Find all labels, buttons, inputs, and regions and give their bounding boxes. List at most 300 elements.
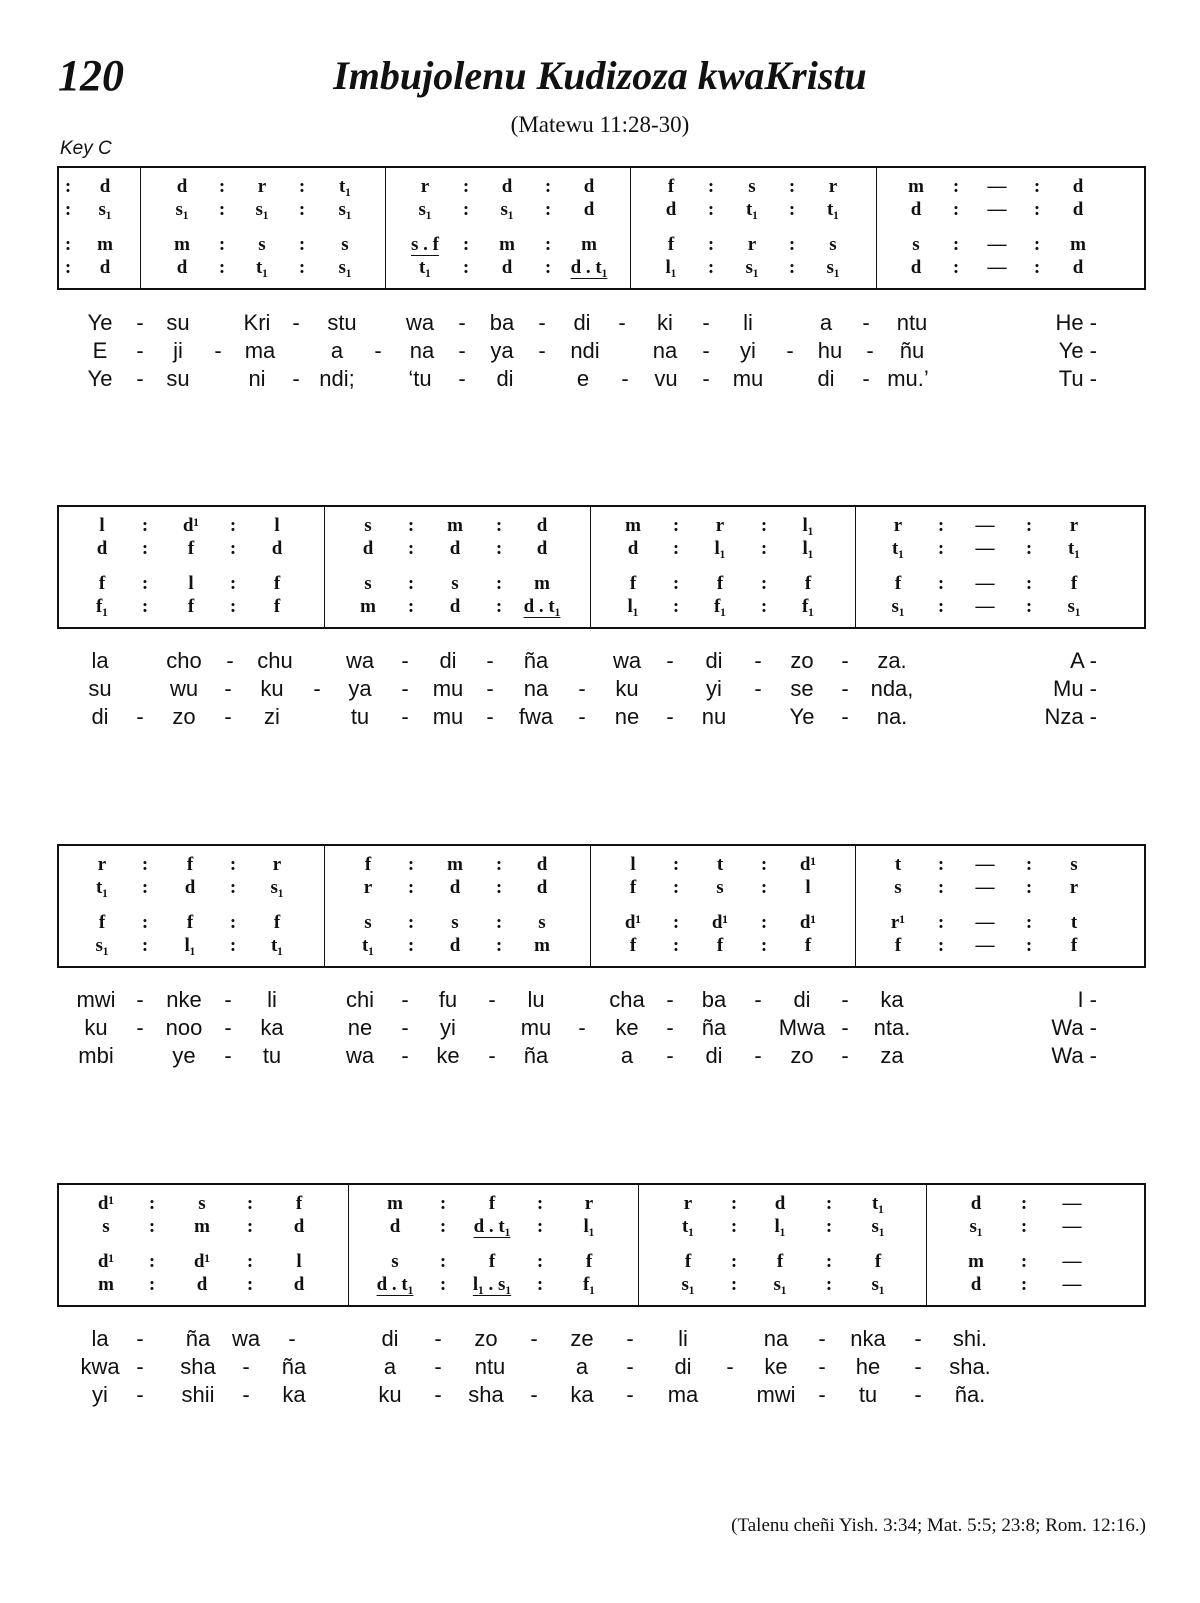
beat-separator: : [788,234,796,255]
solfa-note: f [1070,573,1078,594]
lyric-syllable: he [855,1354,881,1379]
beat-separator: : [1025,935,1033,956]
beat-separator: : [544,176,552,197]
solfa-note: s [451,912,459,933]
bar-line [324,846,325,966]
beat-separator: : [1033,176,1041,197]
scripture-reference: (Matewu 11:28-30) [510,112,690,137]
solfa-note: s [912,234,920,255]
lyric-syllable: ke [436,1043,460,1068]
beat-separator: : [229,515,237,536]
lyric-hyphen: - [666,1015,674,1040]
lyric-syllable: na [409,338,435,363]
beat-separator: : [672,538,680,559]
bar-line [638,1185,639,1305]
solfa-note: d . t₁ [473,1216,511,1237]
solfa-note: r [97,854,107,875]
lyric-hyphen: - [666,648,674,673]
beat-separator: : [148,1193,156,1214]
solfa-note: s₁ [871,1216,885,1237]
lyric-syllable: li [267,987,277,1012]
solfa-note: s [748,176,756,197]
lyric-syllable: ku [84,1015,108,1040]
lyric-hyphen: - [578,1015,586,1040]
lyric-syllable: shi. [952,1326,988,1351]
lyric-syllable: se [790,676,814,701]
music-system [57,166,1146,290]
bar-line [324,507,325,627]
beat-separator: : [298,199,306,220]
solfa-note: d [583,176,595,197]
lyric-syllable: su [166,310,190,335]
solfa-note: m [1070,234,1086,255]
solfa-note: s [894,877,902,898]
beat-separator: : [229,538,237,559]
beat-separator: : [825,1193,833,1214]
lyric-syllable: nka [850,1326,886,1351]
lyric-syllable: He - [1055,310,1097,335]
lyric-hyphen: - [841,987,849,1012]
lyric-hyphen: - [224,1015,232,1040]
solfa-note: d [293,1216,305,1237]
solfa-note: f [716,935,724,956]
lyric-hyphen: - [226,648,234,673]
lyric-syllable: nta. [873,1015,911,1040]
solfa-note: s₁ [98,199,112,220]
beat-separator: : [544,257,552,278]
beat-separator: : [141,854,149,875]
lyric-hyphen: - [242,1382,250,1407]
lyric-syllable: di [91,704,109,729]
solfa-note: d [196,1274,208,1295]
lyric-syllable: su [166,366,190,391]
solfa-note: s₁ [1067,596,1081,617]
lyric-syllable: na [652,338,678,363]
solfa-note: d [449,935,461,956]
beat-separator: : [439,1216,447,1237]
beat-separator: : [825,1251,833,1272]
beat-separator: : [1025,596,1033,617]
solfa-note: r [715,515,725,536]
lyric-syllable: zo [790,1043,814,1068]
lyric-hyphen: - [401,676,409,701]
lyric-syllable: mu [520,1015,552,1040]
beat-separator: : [707,199,715,220]
lyric-hyphen: - [578,676,586,701]
solfa-note: d¹ [799,912,817,933]
lyric-syllable: Tu - [1058,366,1097,391]
lyric-syllable: E [92,338,108,363]
beat-separator: : [672,573,680,594]
beat-separator: : [141,912,149,933]
solfa-note: d [665,199,677,220]
beat-separator: : [937,573,945,594]
beat-separator: : [1020,1216,1028,1237]
solfa-note: f [585,1251,593,1272]
lyric-hyphen: - [621,366,629,391]
solfa-note: l₁ [665,257,677,278]
lyric-hyphen: - [914,1326,922,1351]
beat-separator: : [439,1251,447,1272]
solfa-note: f [187,538,195,559]
lyric-syllable: di [705,648,723,673]
beat-separator: : [937,935,945,956]
solfa-note: — [975,854,995,875]
lyric-syllable: ke [615,1015,639,1040]
beat-separator: : [937,912,945,933]
solfa-note: l [296,1251,302,1272]
solfa-note: f [488,1251,496,1272]
footer-references: (Talenu cheñi Yish. 3:34; Mat. 5:5; 23:8; Rom. 12:16.) [731,1515,1146,1536]
lyric-hyphen: - [401,704,409,729]
lyric-syllable: ka [282,1382,306,1407]
solfa-note: s₁ [175,199,189,220]
solfa-note: l₁ [714,538,726,559]
solfa-note: s₁ [255,199,269,220]
solfa-note: — [975,538,995,559]
solfa-note: f [186,854,194,875]
beat-separator: : [707,257,715,278]
solfa-note: s₁ [891,596,905,617]
beat-separator: : [298,257,306,278]
beat-separator: : [937,538,945,559]
beat-separator: : [407,538,415,559]
lyric-syllable: ze [570,1326,594,1351]
beat-separator: : [495,935,503,956]
solfa-note: d¹ [711,912,729,933]
solfa-note: — [975,912,995,933]
lyric-syllable: a [383,1354,397,1379]
lyric-syllable: ñu [899,338,925,363]
lyric-syllable: cho [166,648,202,673]
lyric-syllable: ne [347,1015,373,1040]
lyric-syllable: di [381,1326,399,1351]
beat-separator: : [462,176,470,197]
solfa-note: s₁ [969,1216,983,1237]
key-signature: Key C [60,138,112,159]
solfa-note: t [716,854,724,875]
lyric-syllable: mwi [76,987,116,1012]
lyric-syllable: za. [877,648,907,673]
beat-separator: : [218,176,226,197]
lyric-syllable: di [793,987,811,1012]
beat-separator: : [1020,1274,1028,1295]
beat-separator: : [1025,854,1033,875]
solfa-note: — [987,199,1007,220]
solfa-note: m [908,176,924,197]
lyric-syllable: na. [876,704,908,729]
lyric-hyphen: - [626,1354,634,1379]
lyric-hyphen: - [136,987,144,1012]
beat-separator: : [952,176,960,197]
solfa-note: — [975,596,995,617]
lyric-syllable: yi [740,338,756,363]
solfa-note: s [341,234,349,255]
beat-separator: : [760,912,768,933]
beat-separator: : [760,854,768,875]
solfa-note: r [363,877,373,898]
beat-separator: : [536,1216,544,1237]
lyric-hyphen: - [214,338,222,363]
lyric-syllable: su [88,676,112,701]
lyric-hyphen: - [434,1382,442,1407]
lyric-hyphen: - [401,1015,409,1040]
lyric-syllable: shii [181,1382,215,1407]
solfa-note: d [501,176,513,197]
solfa-note: f [186,912,194,933]
solfa-note: s₁ [871,1274,885,1295]
beat-separator: : [760,515,768,536]
solfa-note: m [534,573,550,594]
lyric-hyphen: - [136,310,144,335]
lyric-hyphen: - [136,366,144,391]
solfa-note: m [360,596,376,617]
lyric-syllable: ña [523,1043,549,1068]
lyric-hyphen: - [224,1043,232,1068]
lyric-hyphen: - [136,1015,144,1040]
solfa-note: s . f [411,234,439,255]
lyric-syllable: wa [231,1326,261,1351]
beat-separator: : [218,234,226,255]
lyric-syllable: Wa - [1051,1015,1097,1040]
solfa-note: d [176,257,188,278]
beat-separator: : [730,1274,738,1295]
solfa-note: f₁ [801,596,815,617]
lyric-syllable: yi [440,1015,456,1040]
lyric-hyphen: - [538,338,546,363]
beat-separator: : [1033,199,1041,220]
solfa-note: t₁ [418,257,432,278]
lyric-hyphen: - [488,987,496,1012]
lyric-syllable: Ye [87,310,113,335]
solfa-note: d [1072,257,1084,278]
solfa-note: f [894,573,902,594]
solfa-note: m [387,1193,403,1214]
beat-separator: : [462,257,470,278]
beat-separator: : [952,199,960,220]
solfa-note: d [910,257,922,278]
beat-separator: : [672,912,680,933]
solfa-note: l [274,515,280,536]
lyric-syllable: li [678,1326,688,1351]
lyric-hyphen: - [136,704,144,729]
beat-separator: : [1025,573,1033,594]
lyric-syllable: fu [438,987,458,1012]
lyric-syllable: Mwa [778,1015,826,1040]
lyric-hyphen: - [841,704,849,729]
beat-separator: : [788,199,796,220]
lyric-syllable: ku [615,676,639,701]
solfa-note: f [776,1251,784,1272]
solfa-note: m [581,234,597,255]
solfa-note: — [975,515,995,536]
solfa-note: d [96,538,108,559]
lyric-hyphen: - [726,1354,734,1379]
beat-separator: : [1033,257,1041,278]
solfa-note: s [102,1216,110,1237]
solfa-note: d [271,538,283,559]
solfa-note: f₁ [713,596,727,617]
lyric-syllable: wu [169,676,199,701]
solfa-note: f [667,234,675,255]
hymn-number: 120 [58,51,124,100]
solfa-note: d [1072,176,1084,197]
solfa-note: l [805,877,811,898]
lyric-syllable: za [880,1043,904,1068]
lyric-hyphen: - [530,1382,538,1407]
solfa-note: s [364,912,372,933]
lyric-hyphen: - [866,338,874,363]
lyric-hyphen: - [626,1326,634,1351]
beat-separator: : [937,596,945,617]
beat-separator: : [544,234,552,255]
solfa-note: s [364,573,372,594]
solfa-note: d . t₁ [570,257,608,278]
solfa-note: s [258,234,266,255]
lyric-hyphen: - [818,1382,826,1407]
beat-separator: : [730,1251,738,1272]
lyric-syllable: zo [790,648,814,673]
lyric-syllable: nda, [870,676,914,701]
beat-separator: : [141,877,149,898]
lyric-syllable: wa [612,648,642,673]
lyric-syllable: ye [172,1043,196,1068]
solfa-note: d [970,1274,982,1295]
lyric-hyphen: - [914,1382,922,1407]
solfa-note: t₁ [1067,538,1081,559]
lyric-hyphen: - [702,366,710,391]
lyric-hyphen: - [313,676,321,701]
lyric-syllable: ña. [954,1382,986,1407]
solfa-note: t₁ [891,538,905,559]
solfa-note: f [98,912,106,933]
solfa-note: d¹ [624,912,642,933]
lyric-syllable: ma [244,338,276,363]
lyric-syllable: ni [248,366,266,391]
lyric-syllable: tu [858,1382,878,1407]
lyric-syllable: ne [614,704,640,729]
lyric-hyphen: - [434,1354,442,1379]
solfa-note: f₁ [582,1274,596,1295]
solfa-note: t₁ [681,1216,695,1237]
lyric-syllable: na [763,1326,789,1351]
lyric-syllable: I - [1077,987,1097,1012]
beat-separator: : [1020,1193,1028,1214]
solfa-note: — [1062,1274,1082,1295]
beat-separator: : [760,538,768,559]
solfa-note: — [987,176,1007,197]
solfa-note: d¹ [182,515,200,536]
beat-separator: : [229,912,237,933]
beat-separator: : [141,935,149,956]
solfa-note: f₁ [95,596,109,617]
solfa-note: s₁ [500,199,514,220]
lyric-hyphen: - [224,676,232,701]
solfa-note: f [295,1193,303,1214]
solfa-note: r¹ [890,912,906,933]
lyric-hyphen: - [530,1326,538,1351]
lyric-hyphen: - [458,366,466,391]
lyric-hyphen: - [401,1043,409,1068]
lyric-hyphen: - [754,676,762,701]
beat-separator: : [730,1193,738,1214]
beat-separator: : [672,596,680,617]
lyric-syllable: di [674,1354,692,1379]
solfa-note: d [970,1193,982,1214]
lyric-syllable: A - [1070,648,1097,673]
beat-separator: : [544,199,552,220]
lyric-syllable: chu [257,648,293,673]
lyric-hyphen: - [136,1326,144,1351]
lyric-syllable: a [330,338,344,363]
lyric-syllable: ntu [474,1354,506,1379]
beat-separator: : [246,1251,254,1272]
solfa-note: r [272,854,282,875]
lyric-hyphen: - [754,648,762,673]
lyric-hyphen: - [862,366,870,391]
lyric-syllable: noo [165,1015,203,1040]
lyric-syllable: sha [468,1382,504,1407]
lyric-syllable: a [620,1043,634,1068]
solfa-note: d [1072,199,1084,220]
solfa-note: s₁ [95,935,109,956]
solfa-note: t [894,854,902,875]
solfa-note: l [99,515,105,536]
beat-separator: : [298,176,306,197]
bar-line [876,168,877,288]
beat-separator: : [407,854,415,875]
solfa-note: m [534,935,550,956]
lyric-hyphen: - [702,310,710,335]
lyric-hyphen: - [242,1354,250,1379]
lyric-hyphen: - [401,648,409,673]
lyric-syllable: ndi; [319,366,355,391]
lyric-syllable: ka [260,1015,284,1040]
bar-line [140,168,141,288]
solfa-note: d [910,199,922,220]
beat-separator: : [495,515,503,536]
solfa-note: f [98,573,106,594]
lyric-syllable: fwa [518,704,554,729]
lyric-hyphen: - [786,338,794,363]
solfa-note: d [536,515,548,536]
beat-separator: : [1025,877,1033,898]
solfa-note: f [804,573,812,594]
lyric-hyphen: - [292,366,300,391]
beat-separator: : [495,854,503,875]
solfa-note: f [273,573,281,594]
lyric-syllable: zo [474,1326,498,1351]
solfa-note: d [536,538,548,559]
solfa-note: r [257,176,267,197]
beat-separator: : [495,596,503,617]
lyric-syllable: ka [880,987,904,1012]
solfa-note: — [1062,1251,1082,1272]
solfa-note: f [273,912,281,933]
lyric-syllable: nke [166,987,202,1012]
lyric-syllable: e [576,366,590,391]
solfa-note: m [194,1216,210,1237]
lyric-hyphen: - [288,1326,296,1351]
lyric-syllable: mbi [78,1043,114,1068]
solfa-note: t₁ [95,877,109,898]
solfa-note: s₁ [270,877,284,898]
solfa-note: s [198,1193,206,1214]
bar-line [855,507,856,627]
solfa-note: s₁ [418,199,432,220]
beat-separator: : [788,176,796,197]
solfa-note: l₁ [774,1216,786,1237]
